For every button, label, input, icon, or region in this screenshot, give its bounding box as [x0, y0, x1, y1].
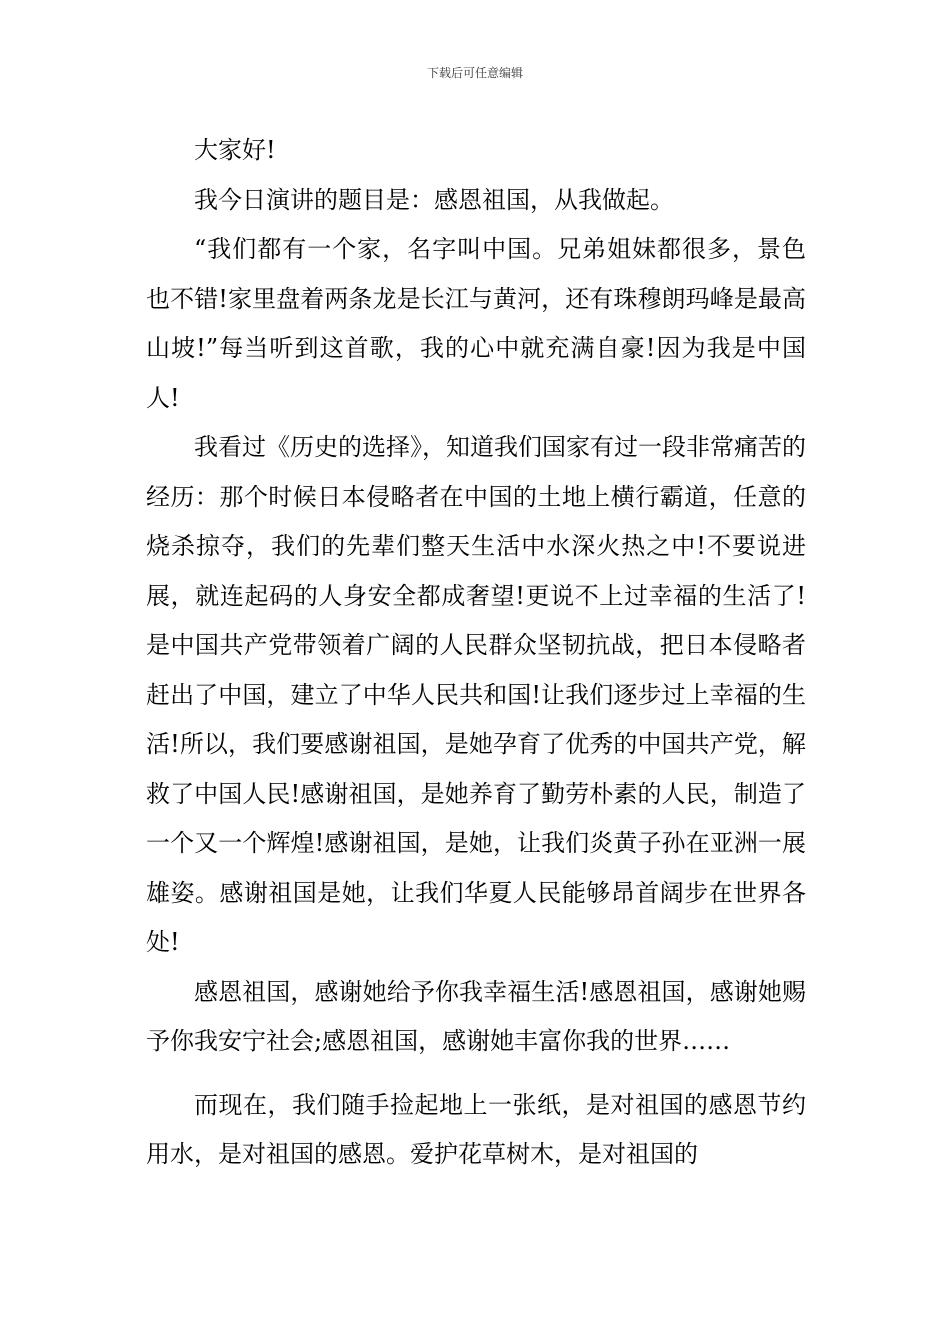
- paragraph-topic: 我今日演讲的题目是：感恩祖国，从我做起。: [194, 185, 674, 214]
- paragraph-now: 而现在，我们随手捡起地上一张纸，是对祖国的感恩节约用水，是对祖国的感恩。爱护花草树木，是对祖国的: [146, 1090, 806, 1168]
- paragraph-history: 我看过《历史的选择》，知道我们国家有过一段非常痛苦的经历：那个时候日本侵略者在中国的土地上横行霸道，任意的烧杀掠夺，我们的先辈们整天生活中水深火热之中!不要说进展，就连起码的人身安全都成奢望!更说不上过幸福的生活了!是中国共产党带领着广阔的人民群众坚韧抗战，把日本侵略者赶出了中国，建立了中华人民共和国!让我们逐步过上幸福的生活!所以，我们要感谢祖国，是她孕育了优秀的中国共产党，解救了中国人民!感谢祖国，是她养育了勤劳朴素的人民，制造了一个又一个辉煌!感谢祖国，是她，让我们炎黄子孙在亚洲一展雄姿。感谢祖国是她，让我们华夏人民能够昂首阔步在世界各处!: [146, 433, 806, 956]
- page-header: 下载后可任意编辑: [426, 66, 523, 80]
- paragraph-gratitude: 感恩祖国，感谢她给予你我幸福生活!感恩祖国，感谢她赐予你我安宁社会;感恩祖国，感谢她丰富你我的世界……: [146, 977, 806, 1055]
- paragraph-song: “我们都有一个家，名字叫中国。兄弟姐妹都很多，景色也不错!家里盘着两条龙是长江与黄河，还有珠穆朗玛峰是最高山坡!”每当听到这首歌，我的心中就充满自豪!因为我是中国人!: [146, 235, 806, 412]
- speech-body: [146, 126, 806, 1180]
- paragraph-greeting: 大家好!: [194, 136, 276, 164]
